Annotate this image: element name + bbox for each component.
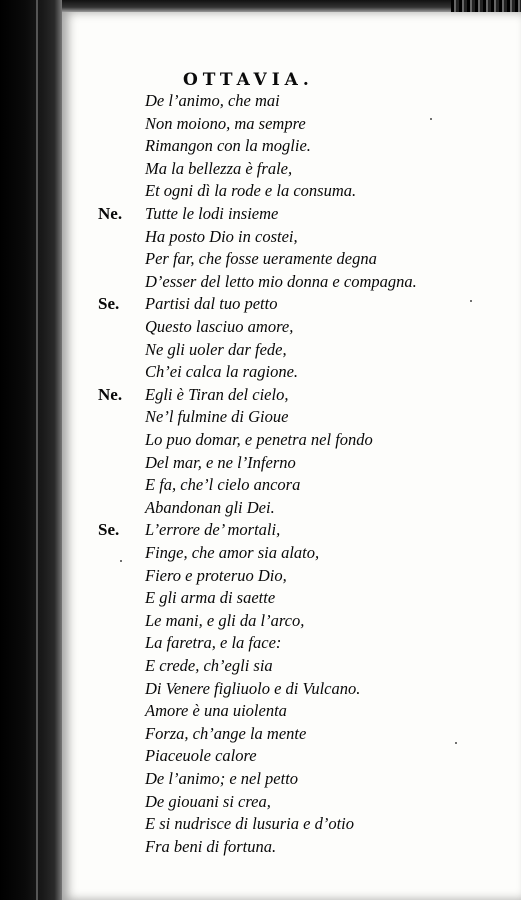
verse-line bbox=[0, 542, 521, 563]
verse-line bbox=[0, 519, 521, 540]
verse-text: De l’animo; e nel petto bbox=[145, 769, 299, 788]
verse-line bbox=[0, 293, 521, 314]
speaker-label: Ne. bbox=[98, 204, 123, 223]
speaker-label: Se. bbox=[98, 520, 120, 540]
verse-line bbox=[0, 655, 521, 676]
verse-line bbox=[0, 700, 521, 721]
verse-line bbox=[0, 791, 521, 812]
verse-text: E si nudrisce di lusuria e d’otio bbox=[145, 814, 354, 834]
verse-line bbox=[0, 180, 521, 201]
verse-text: Forza, ch’ange la mente bbox=[145, 723, 307, 743]
verse-line bbox=[0, 158, 521, 179]
verse-text: Fiero e proteruo Dio, bbox=[145, 565, 287, 585]
verse-text: Del mar, e ne l’Inferno bbox=[145, 452, 296, 472]
verse-text: D’esser del letto mio donna e compagna. bbox=[145, 271, 417, 291]
verse-text: Per far, che fosse ueramente degna bbox=[145, 249, 377, 269]
verse-line bbox=[0, 271, 521, 292]
verse-line bbox=[0, 565, 521, 586]
verse-text: Partisi dal tuo petto bbox=[145, 294, 278, 314]
verse-text: L’errore de’ mortali, bbox=[145, 520, 281, 540]
verse-text: Le mani, e gli da l’arco, bbox=[145, 610, 305, 630]
verse-line bbox=[0, 361, 521, 382]
running-head: OTTAVIA. bbox=[183, 70, 314, 90]
verse-text: Lo puo domar, e penetra nel fondo bbox=[145, 430, 373, 449]
verse-text: Ma la bellezza è frale, bbox=[145, 158, 293, 178]
verse-line bbox=[0, 610, 521, 631]
verse-text: Finge, che amor sia alato, bbox=[145, 543, 320, 562]
page-top-edge bbox=[62, 0, 521, 12]
verse-text: Rimangon con la moglie. bbox=[145, 136, 311, 156]
verse-text: Et ogni dì la rode e la consuma. bbox=[145, 181, 357, 201]
verse-line bbox=[0, 248, 521, 269]
verse-text: Non moiono, ma sempre bbox=[145, 113, 306, 133]
verse-text: La faretra, e la face: bbox=[145, 633, 282, 653]
verse-line bbox=[0, 90, 521, 111]
verse-line bbox=[0, 384, 521, 405]
verse-line bbox=[0, 632, 521, 653]
verse-text: E fa, che’l cielo ancora bbox=[145, 475, 301, 495]
verse-text: De l’animo, che mai bbox=[145, 91, 280, 110]
verse-line bbox=[0, 836, 521, 857]
verse-line bbox=[0, 339, 521, 360]
verse-line bbox=[0, 203, 521, 224]
verse-line bbox=[0, 113, 521, 134]
verse-line bbox=[0, 813, 521, 834]
verse-line bbox=[0, 497, 521, 518]
verse-line bbox=[0, 452, 521, 473]
verse-text: E gli arma di saette bbox=[145, 588, 276, 608]
speaker-label: Se. bbox=[98, 294, 120, 314]
verse-text: Amore è una uiolenta bbox=[145, 701, 287, 721]
verse-line bbox=[0, 768, 521, 789]
verse-text: Fra beni di fortuna. bbox=[145, 836, 277, 856]
verse-text: Ne’l fulmine di Gioue bbox=[145, 407, 289, 427]
verse-line bbox=[0, 135, 521, 156]
verse-line bbox=[0, 745, 521, 766]
verse-line bbox=[0, 316, 521, 337]
verse-line bbox=[0, 406, 521, 427]
verse-text: Ha posto Dio in costei, bbox=[145, 226, 298, 246]
verse-text: Abandonan gli Dei. bbox=[145, 497, 275, 517]
verse-line bbox=[0, 678, 521, 699]
verse-text: Ch’ei calca la ragione. bbox=[145, 362, 299, 382]
verse-line bbox=[0, 429, 521, 450]
verse-line bbox=[0, 587, 521, 608]
verse-text: De giouani si crea, bbox=[145, 791, 271, 811]
verse-line bbox=[0, 226, 521, 247]
speaker-label: Ne. bbox=[98, 384, 123, 404]
bleed-through-mark bbox=[451, 0, 521, 12]
verse-text: Tutte le lodi insieme bbox=[145, 204, 279, 223]
verse-line bbox=[0, 723, 521, 744]
verse-text: Ne gli uoler dar fede, bbox=[145, 339, 287, 359]
verse-text: Egli è Tiran del cielo, bbox=[145, 384, 289, 404]
verse-text: E crede, ch’egli sia bbox=[145, 656, 273, 675]
verse-text: Piaceuole calore bbox=[145, 746, 257, 766]
verse-line bbox=[0, 474, 521, 495]
verse-text: Di Venere figliuolo e di Vulcano. bbox=[145, 678, 361, 698]
verse-text: Questo lasciuo amore, bbox=[145, 317, 294, 336]
